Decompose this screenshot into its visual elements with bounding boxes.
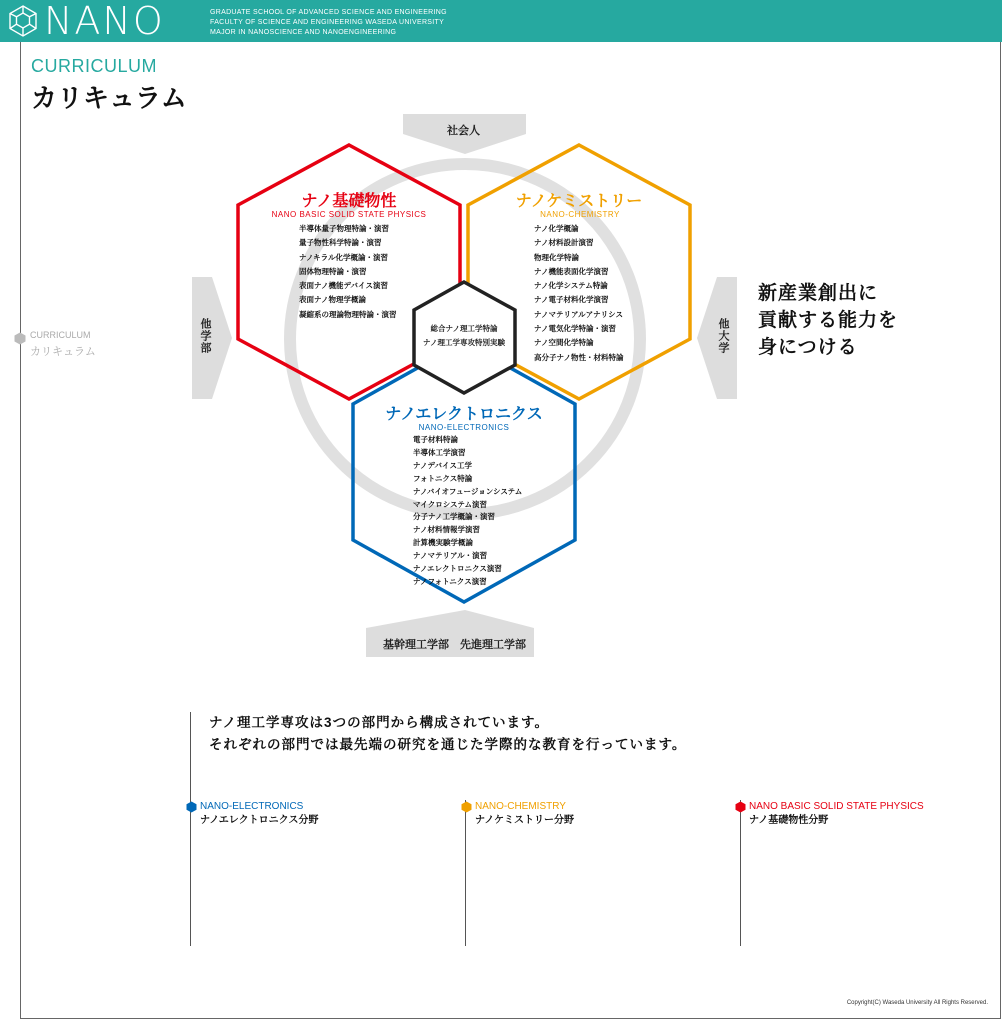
course-item: ナノバイオフュージョンシステム	[413, 486, 523, 496]
course-item: ナノデバイス工学	[413, 460, 472, 470]
side-nav-label-en: CURRICULUM	[30, 330, 91, 340]
electronics-course-list	[413, 434, 522, 589]
field-label-jp: ナノ基礎物性分野	[749, 815, 829, 826]
section-title-en: CURRICULUM	[31, 56, 157, 76]
school-line: GRADUATE SCHOOL OF ADVANCED SCIENCE AND ENGINEERING	[210, 9, 447, 16]
course-item: 半導体工学演習	[413, 447, 466, 457]
course-item: ナノ材料設計演習	[534, 238, 594, 248]
hexagon-bullet-icon	[735, 801, 746, 813]
slogan-line: 貢献する能力を	[758, 310, 899, 331]
basic-subtitle: NANO BASIC SOLID STATE PHYSICS	[271, 210, 427, 219]
intro-line: ナノ理工学専攻は3つの部門から構成されています。	[209, 715, 549, 730]
course-item: ナノ化学システム特論	[534, 281, 608, 291]
course-item: 表面ナノ物理学概論	[299, 295, 366, 305]
hexagon-bullet-icon	[186, 801, 197, 813]
course-item: 物理化学特論	[534, 252, 579, 262]
course-item: 総合ナノ理工学特論	[430, 324, 498, 333]
arrow-top-label: 社会人	[447, 125, 480, 137]
course-item: 高分子ナノ物性・材料特論	[534, 352, 624, 362]
course-item: ナノ材料情報学演習	[413, 525, 480, 535]
basic-title: ナノ基礎物性	[301, 193, 397, 210]
school-line: MAJOR IN NANOSCIENCE AND NANOENGINEERING	[210, 29, 397, 36]
slogan-line: 身につける	[758, 337, 858, 358]
course-item: 表面ナノ機能デバイス演習	[299, 281, 388, 291]
course-item: ナノ空間化学特論	[534, 338, 594, 348]
arrow-right-label: 他大学	[717, 318, 729, 354]
course-item: ナノマテリアルアナリシス	[534, 309, 623, 319]
field-label-en: NANO BASIC SOLID STATE PHYSICS	[749, 801, 924, 812]
field-label-en: NANO-ELECTRONICS	[200, 801, 304, 812]
course-item: 固体物理特論・演習	[299, 266, 367, 276]
chemistry-title: ナノケミストリー	[515, 193, 643, 210]
course-item: ナノフォトニクス演習	[413, 576, 487, 586]
hexagon-bullet-icon	[461, 801, 472, 813]
basic-course-list	[299, 222, 397, 322]
copyright: Copyright(C) Waseda University All Rights Reserved.	[846, 1000, 988, 1006]
field-nano-chemistry[interactable]	[461, 801, 574, 829]
electronics-title: ナノエレクトロニクス	[385, 406, 543, 423]
course-item: 半導体量子物理特論・演習	[299, 224, 389, 233]
field-label-jp: ナノケミストリー分野	[475, 815, 574, 826]
slogan-line: 新産業創出に	[758, 283, 879, 304]
chemistry-subtitle: NANO-CHEMISTRY	[540, 210, 620, 219]
course-item: 凝縮系の理論物理特論・演習	[299, 309, 397, 319]
course-item: ナノ理工学専攻特別実験	[423, 338, 505, 347]
field-nano-basic[interactable]	[735, 801, 924, 829]
field-label-en: NANO-CHEMISTRY	[475, 801, 566, 812]
course-item: 計算機実験学概論	[413, 538, 473, 548]
course-item: 量子物性科学特論・演習	[299, 238, 382, 248]
school-line: FACULTY OF SCIENCE AND ENGINEERING WASEDA UNIVERSITY	[210, 19, 445, 26]
course-item: ナノマテリアル・演習	[413, 551, 488, 561]
course-item: ナノ化学概論	[534, 224, 579, 233]
arrow-bottom-label: 基幹理工学部 先進理工学部	[383, 639, 526, 651]
course-item: マイクロシステム演習	[413, 499, 487, 509]
field-nano-electronics[interactable]	[186, 801, 319, 829]
side-nav-label-jp: カリキュラム	[30, 346, 96, 358]
center-course-list	[409, 322, 519, 350]
slogan	[758, 280, 898, 361]
chemistry-course-list	[534, 222, 623, 365]
course-item: ナノ機能表面化学演習	[534, 266, 609, 276]
intro-line: それぞれの部門では最先端の研究を通じた学際的な教育を行っています。	[209, 737, 687, 752]
course-item: ナノ電気化学特論・演習	[534, 324, 616, 334]
course-item: 電子材料特論	[413, 435, 458, 444]
electronics-subtitle: NANO-ELECTRONICS	[418, 423, 510, 432]
course-item: ナノキラル化学概論・演習	[299, 252, 388, 262]
field-label-jp: ナノエレクトロニクス分野	[200, 815, 319, 826]
course-item: 分子ナノ工学概論・演習	[413, 512, 495, 522]
course-item: ナノエレクトロニクス演習	[413, 564, 502, 574]
section-title-jp: カリキュラム	[31, 83, 187, 113]
arrow-left-label: 他学部	[199, 318, 211, 354]
intro-divider	[190, 712, 191, 946]
logo-text[interactable]: NANO	[44, 0, 165, 43]
course-item: ナノ電子材料化学演習	[534, 295, 609, 305]
intro-text	[209, 712, 686, 756]
course-item: フォトニクス特論	[413, 473, 473, 483]
